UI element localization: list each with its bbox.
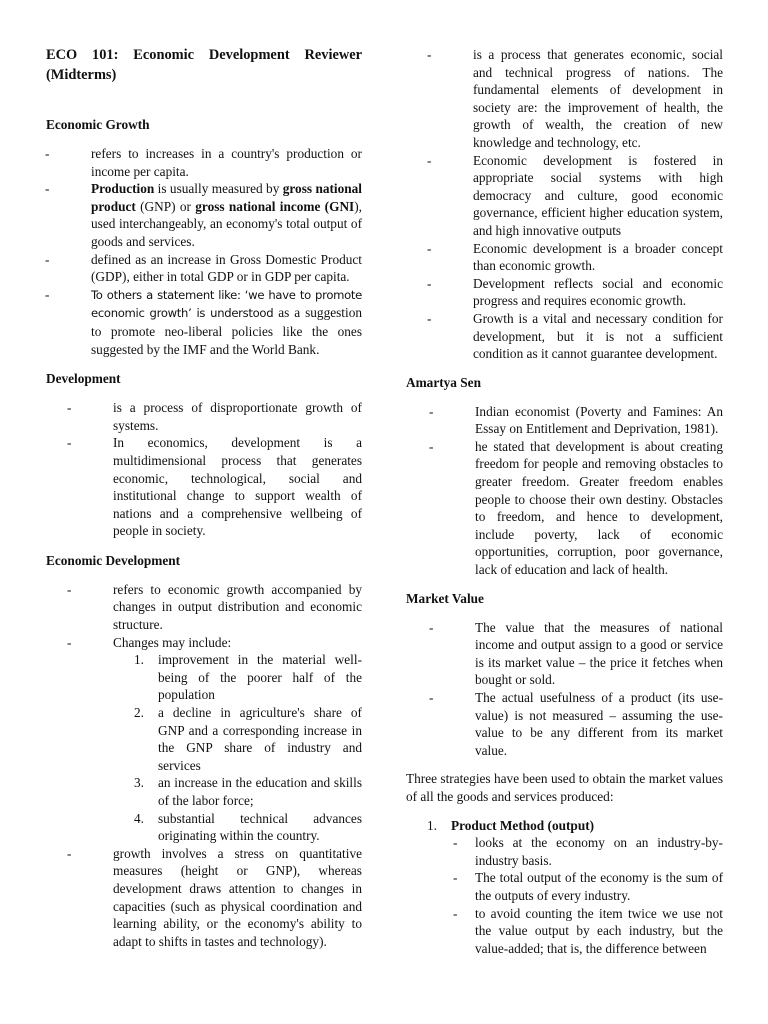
numbered-item: 4. substantial technical advances originating within the country. <box>134 810 362 844</box>
economic-growth-list <box>91 145 362 358</box>
list-item: - Economic development is a broader concept than economic growth. <box>473 240 723 275</box>
heading-development: Development <box>46 371 121 387</box>
development-continued-list <box>473 46 723 363</box>
list-item: - to avoid counting the item twice we use not the value output by each industry, but the value-added; that is, the difference between <box>475 905 723 958</box>
heading-economic-development: Economic Development <box>46 552 181 568</box>
list-item: - he stated that development is about creating freedom for people and removing obstacles to greater freedom. Greater freedom enables people to choose their own destiny. Obstacles to freedom, and hence to development, include poverty, lack of economic opportunities, corruption, poor governance, lack of education and lack of health. <box>475 438 723 579</box>
product-method-list <box>475 834 723 957</box>
list-item: - refers to increases in a country's production or income per capita. <box>91 145 362 180</box>
left-column <box>46 0 362 950</box>
strategies-paragraph: Three strategies have been used to obtain the market values of all the goods and services produced: <box>406 771 723 804</box>
list-item: - refers to economic growth accompanied by changes in output distribution and economic structure. <box>113 581 362 634</box>
list-item: - growth involves a stress on quantitative measures (height or GNP), whereas development draws attention to changes in capacities (such as physical coordination and learning ability, or the economy's ability to adapt to shifts in tastes and technology). <box>113 845 362 951</box>
list-item: - Economic development is fostered in appropriate social systems with high democracy and culture, good economic governance, efficient higher education system, and high innovative outputs <box>473 152 723 240</box>
heading-market-value: Market Value <box>406 590 484 606</box>
list-item: - Changes may include: 1. improvement in the material well-being of the poorer half of the population 2. a decline in agriculture's share of GNP and a corresponding increase in the GNP share of industry and services 3. an increase in the education and skills of the labor force; 4. substantial technical advances originating within the country. <box>113 634 362 845</box>
method-title: Product Method (output) <box>451 817 595 833</box>
list-item: - The actual usefulness of a product (its use-value) is not measured – assuming the use-value to be any different from its market value. <box>475 689 723 759</box>
list-item: - In economics, development is a multidimensional process that generates economic, technological, social and institutional change to support wealth of nations and a comprehensive wellbeing of people in society. <box>113 434 362 540</box>
economic-development-list <box>113 581 362 950</box>
list-item: - Production is usually measured by gross national product (GNP) or gross national income (GNI), used interchangeably, an economy's total output of goods and services. <box>91 180 362 250</box>
numbered-item: 3. an increase in the education and skills of the labor force; <box>134 775 362 808</box>
amartya-sen-list <box>475 403 723 579</box>
list-item: - The total output of the economy is the sum of the outputs of every industry. <box>475 869 723 904</box>
heading-economic-growth: Economic Growth <box>46 117 150 132</box>
heading-amartya-sen: Amartya Sen <box>406 374 481 390</box>
numbered-item: 2. a decline in agriculture's share of GNP and a corresponding increase in the GNP share of industry and services <box>134 705 362 773</box>
list-item: - Growth is a vital and necessary condition for development, but it is not a sufficient condition as it cannot guarantee development. <box>473 310 723 363</box>
list-item: - is a process of disproportionate growth of systems. <box>113 399 362 434</box>
development-list <box>113 399 362 540</box>
list-item: - looks at the economy on an industry-by-industry basis. <box>475 834 723 869</box>
right-column <box>406 0 723 957</box>
list-item: - The value that the measures of national income and output assign to a good or service is its market value – the price it fetches when bought or sold. <box>475 619 723 689</box>
document-title: ECO 101: Economic Development Reviewer (Midterms) <box>46 47 362 83</box>
list-item: - Indian economist (Poverty and Famines: An Essay on Entitlement and Deprivation, 1981). <box>475 403 723 438</box>
list-item: - Development reflects social and economic progress and requires economic growth. <box>473 275 723 310</box>
list-item: - To others a statement like: ‘we have to promote economic growth’ is understood as a suggestion to promote neo-liberal policies like the ones suggested by the IMF and the World Bank. <box>91 286 362 358</box>
numbered-item: 1. Product Method (output) - looks at the economy on an industry-by-industry basis. - The total output of the economy is the sum of the outputs of every industry. - to avoid counting the item twice we use not the value output by each industry, but the value-added; that is, the difference between <box>451 817 723 958</box>
list-item: - is a process that generates economic, social and technical progress of nations. The fundamental elements of development in society are: the improvement of health, the growth of wealth, the creation of new knowledge and technology, etc. <box>473 46 723 152</box>
numbered-item: 1. improvement in the material well-being of the poorer half of the population <box>134 652 362 703</box>
methods-numbered-list <box>427 817 723 958</box>
changes-numbered-list <box>134 651 362 845</box>
market-value-list <box>475 619 723 760</box>
list-item: - defined as an increase in Gross Domestic Product (GDP), either in total GDP or in GDP per capita. <box>91 251 362 286</box>
